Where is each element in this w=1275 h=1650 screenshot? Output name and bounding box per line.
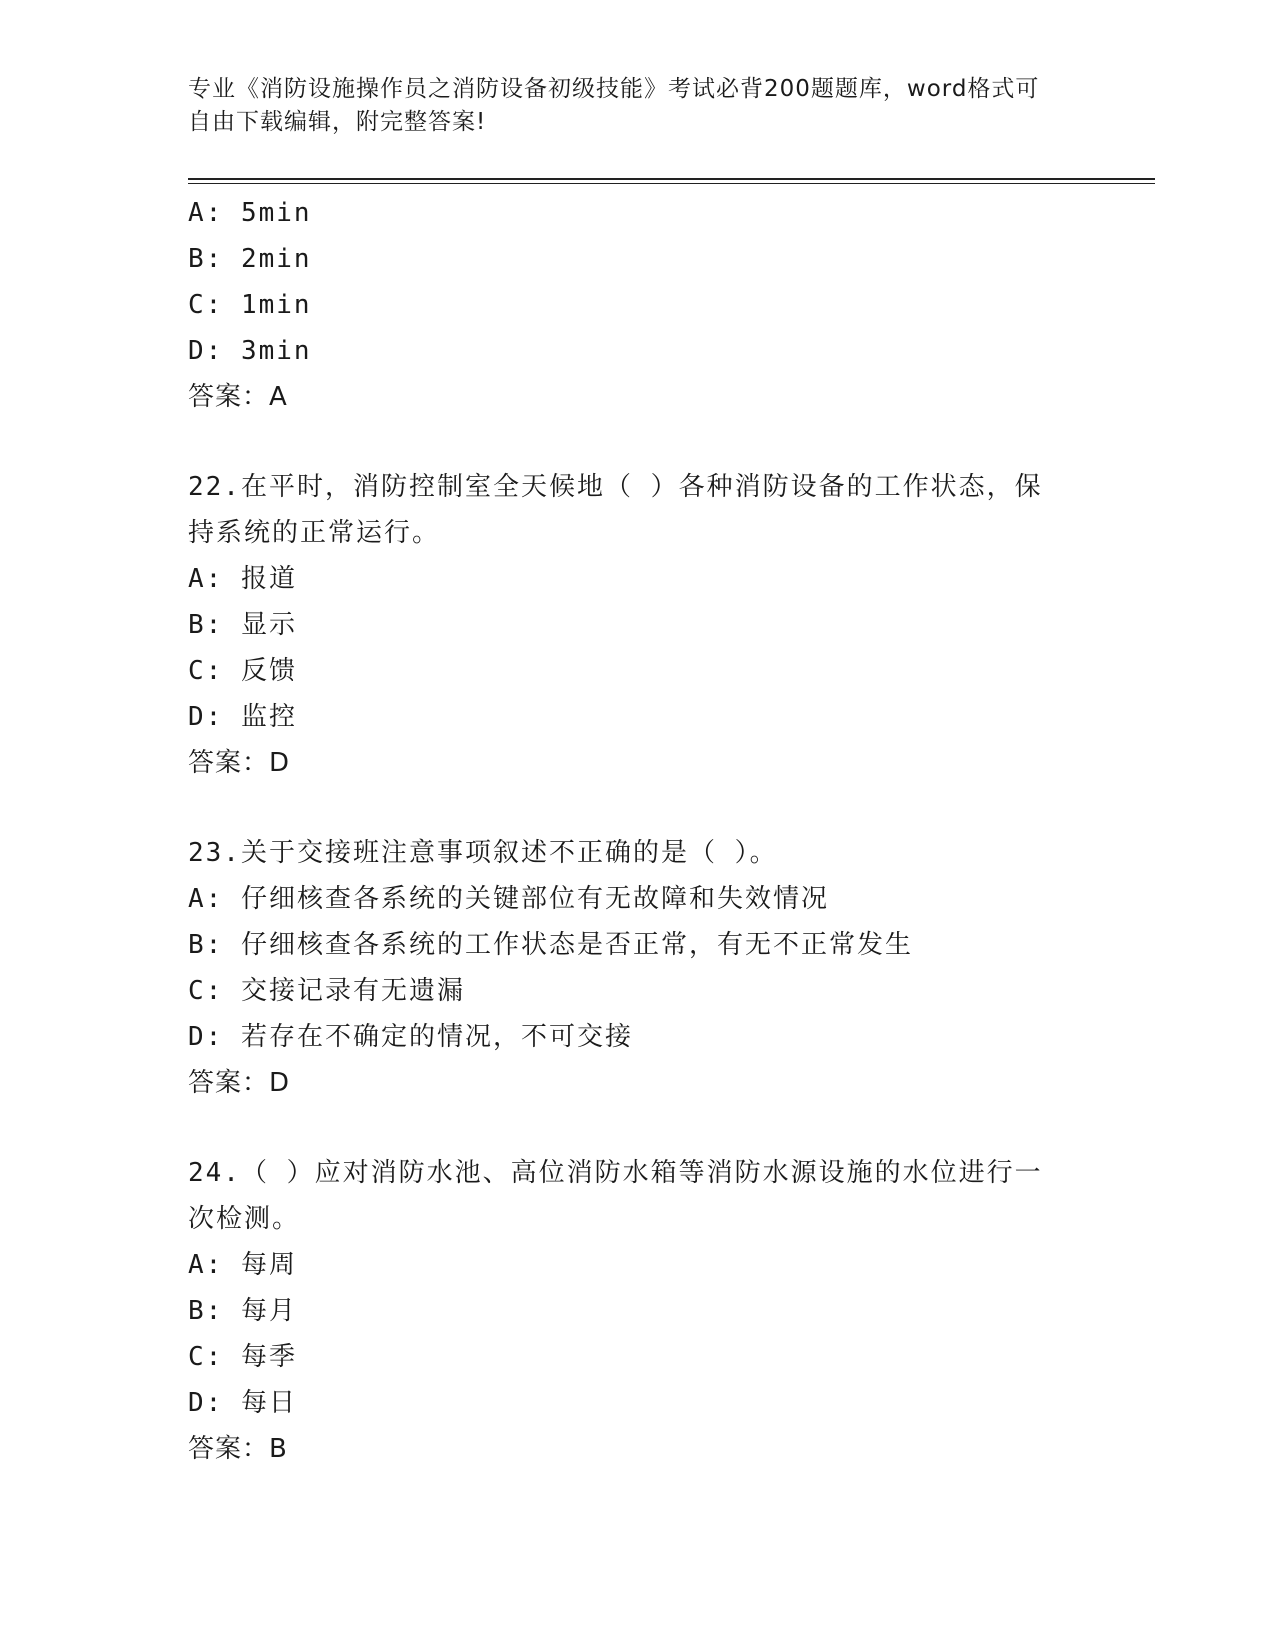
option-c: C: 反馈 — [188, 656, 297, 686]
question-stem-line-2: 次检测。 — [188, 1204, 301, 1234]
option-b: B: 显示 — [188, 610, 297, 640]
option-d: D: 3min — [188, 336, 312, 366]
question-list — [188, 190, 1088, 1472]
answer: 答案：D — [188, 1068, 291, 1098]
answer: 答案：B — [188, 1434, 288, 1464]
question-23 — [188, 830, 1088, 1106]
header-divider-thin — [188, 183, 1155, 184]
question-stem-line-1: 24.（ ）应对消防水池、高位消防水箱等消防水源设施的水位进行一 — [188, 1158, 1043, 1188]
header-line-1: 专业《消防设施操作员之消防设备初级技能》考试必背200题题库，word格式可 — [188, 76, 1040, 102]
document-header — [188, 73, 1068, 139]
option-c: C: 交接记录有无遗漏 — [188, 976, 465, 1006]
question-22 — [188, 464, 1088, 786]
answer: 答案：A — [188, 382, 288, 412]
answer: 答案：D — [188, 748, 291, 778]
question-21-continued — [188, 190, 1088, 420]
option-c: C: 每季 — [188, 1342, 297, 1372]
option-c: C: 1min — [188, 290, 312, 320]
option-a: A: 报道 — [188, 564, 297, 594]
question-stem-line-1: 23.关于交接班注意事项叙述不正确的是（ ）。 — [188, 838, 778, 868]
option-a: A: 每周 — [188, 1250, 297, 1280]
option-d: D: 每日 — [188, 1388, 297, 1418]
question-24 — [188, 1150, 1088, 1472]
option-d: D: 监控 — [188, 702, 297, 732]
header-line-2: 自由下载编辑，附完整答案! — [188, 109, 487, 135]
option-b: B: 每月 — [188, 1296, 297, 1326]
option-a: A: 5min — [188, 198, 312, 228]
question-stem-line-2: 持系统的正常运行。 — [188, 518, 441, 548]
option-b: B: 仔细核查各系统的工作状态是否正常，有无不正常发生 — [188, 930, 913, 960]
question-stem-line-1: 22.在平时，消防控制室全天候地（ ）各种消防设备的工作状态，保 — [188, 472, 1043, 502]
option-b: B: 2min — [188, 244, 312, 274]
header-divider-thick — [188, 178, 1155, 180]
option-d: D: 若存在不确定的情况，不可交接 — [188, 1022, 633, 1052]
option-a: A: 仔细核查各系统的关键部位有无故障和失效情况 — [188, 884, 829, 914]
